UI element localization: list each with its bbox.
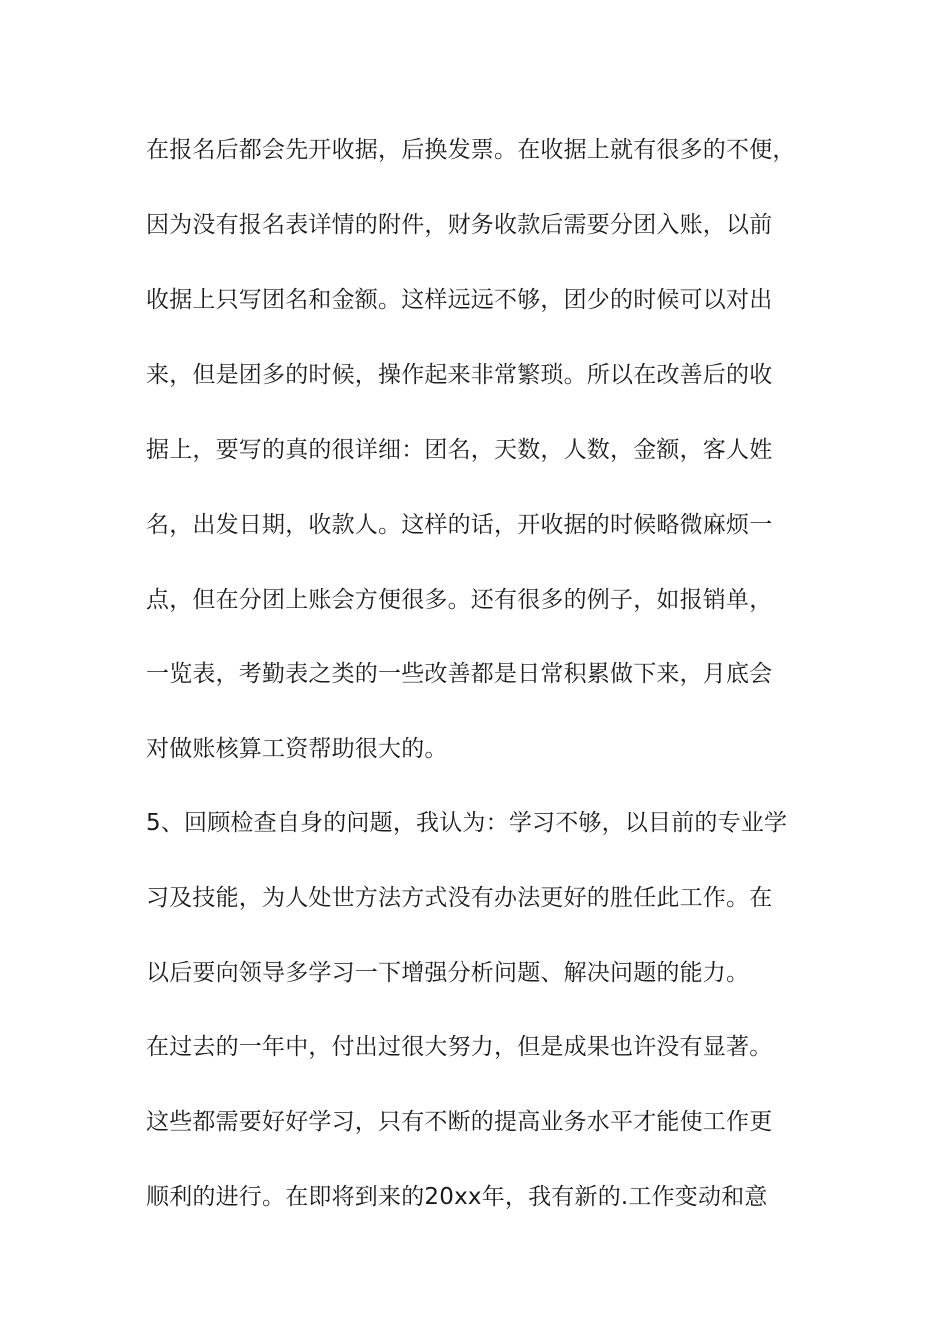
text-line: 以后要向领导多学习一下增强分析问题、解决问题的能力。 xyxy=(146,960,750,986)
text-line: 收据上只写团名和金额。这样远远不够，团少的时候可以对出 xyxy=(146,287,773,313)
text-line: 在过去的一年中，付出过很大努力，但是成果也许没有显著。 xyxy=(146,1034,773,1060)
text-line: 这些都需要好好学习，只有不断的提高业务水平才能使工作更 xyxy=(146,1109,773,1135)
text-line: 顺利的进行。在即将到来的20xx年，我有新的.工作变动和意 xyxy=(146,1184,768,1210)
text-line: 习及技能，为人处世方法方式没有办法更好的胜任此工作。在 xyxy=(146,885,773,911)
text-line: 因为没有报名表详情的附件，财务收款后需要分团入账，以前 xyxy=(146,212,773,238)
text-line: 一览表，考勤表之类的一些改善都是日常积累做下来，月底会 xyxy=(146,661,773,687)
text-line: 在报名后都会先开收据，后换发票。在收据上就有很多的不便， xyxy=(146,137,796,163)
text-line: 名，出发日期，收款人。这样的话，开收据的时候略微麻烦一 xyxy=(146,512,773,538)
text-line: 对做账核算工资帮助很大的。 xyxy=(146,736,448,762)
text-line: 点，但在分团上账会方便很多。还有很多的例子，如报销单， xyxy=(146,587,773,613)
text-line: 5、回顾检查自身的问题，我认为：学习不够，以目前的专业学 xyxy=(146,810,788,836)
text-line: 据上，要写的真的很详细：团名，天数，人数，金额，客人姓 xyxy=(146,437,773,463)
text-line: 来，但是团多的时候，操作起来非常繁琐。所以在改善后的收 xyxy=(146,362,773,388)
